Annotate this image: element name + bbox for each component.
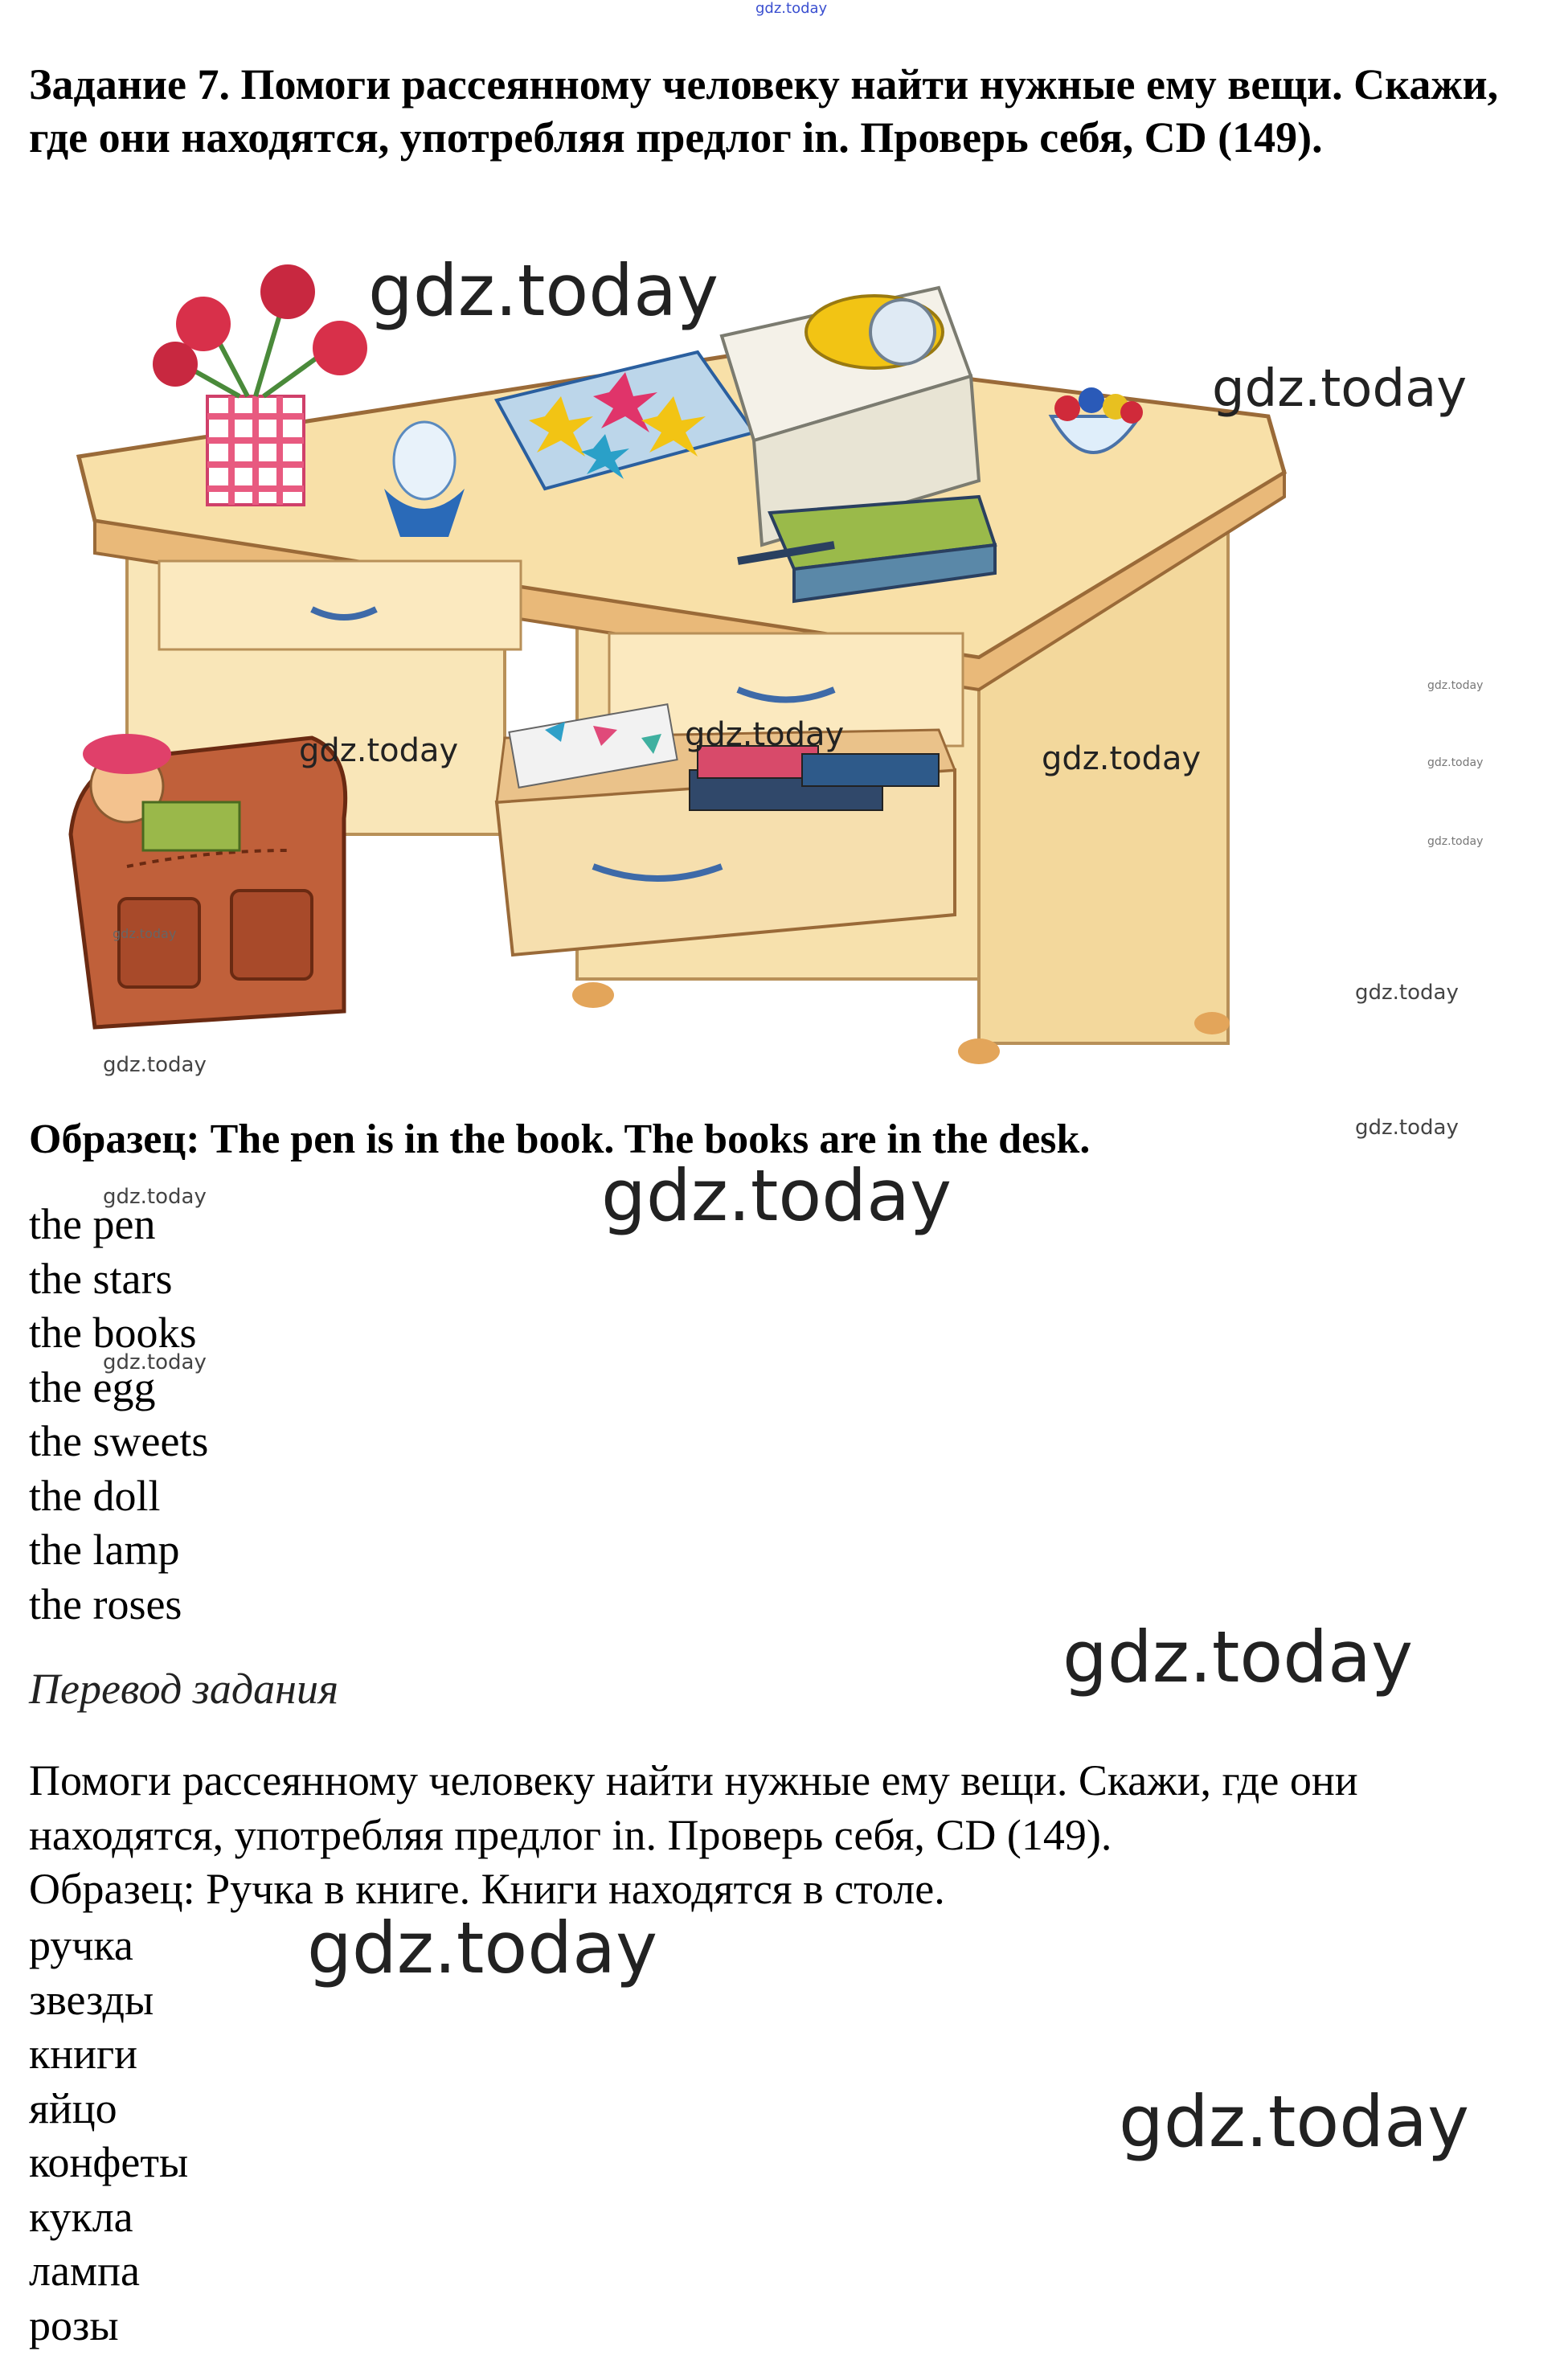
list-item: the pen: [29, 1200, 156, 1248]
sample-sentence: Образец: The pen is in the book. The books are in the desk.: [29, 1116, 1091, 1162]
watermark: gdz.today: [1427, 835, 1484, 848]
list-item: кукла: [29, 2192, 133, 2241]
task-heading: Задание 7. Помоги рассеянному человеку найти нужные ему вещи. Скажи, где они находятся, употребляя предлог in. Проверь себя, CD (149).: [29, 60, 1499, 162]
watermark: gdz.today: [103, 1185, 207, 1209]
watermark-top: gdz.today: [755, 0, 828, 17]
watermark: gdz.today: [113, 926, 177, 941]
russian-items-list: [29, 1919, 188, 2353]
list-item: звезды: [29, 1975, 154, 2024]
watermark: gdz.today: [1427, 679, 1484, 692]
watermark: gdz.today: [1212, 359, 1468, 419]
list-item: the roses: [29, 1579, 182, 1628]
list-item: the doll: [29, 1471, 161, 1520]
list-item: the stars: [29, 1254, 173, 1303]
watermark: gdz.today: [103, 1053, 207, 1077]
list-item: лампа: [29, 2247, 140, 2295]
watermark: gdz.today: [1355, 1116, 1459, 1140]
list-item: розы: [29, 2300, 119, 2349]
watermark: gdz.today: [103, 1350, 207, 1374]
watermark: gdz.today: [1355, 981, 1459, 1005]
watermark: gdz.today: [685, 716, 845, 753]
watermark: gdz.today: [1427, 756, 1484, 769]
watermark: gdz.today: [1042, 740, 1202, 777]
watermark: gdz.today: [299, 732, 459, 769]
school-bag-with-doll: [71, 734, 346, 1027]
list-item: ручка: [29, 1921, 133, 1969]
list-item: книги: [29, 2030, 138, 2078]
english-items-list: [29, 1198, 208, 1632]
watermark: gdz.today: [368, 249, 719, 332]
list-item: the egg: [29, 1362, 156, 1411]
watermark: gdz.today: [1062, 1616, 1414, 1698]
translation-title: Перевод задания: [29, 1665, 339, 1713]
translation-task: Помоги рассеянному человеку найти нужные ему вещи. Скажи, где они находятся, употребляя предлог in. Проверь себя, CD (149).: [29, 1756, 1358, 1859]
watermark: gdz.today: [307, 1907, 658, 1989]
list-item: конфеты: [29, 2138, 189, 2186]
watermark: gdz.today: [1119, 2080, 1470, 2163]
translation-text: [29, 1754, 1540, 1917]
list-item: the books: [29, 1309, 197, 1357]
watermark: gdz.today: [601, 1154, 952, 1237]
list-item: the sweets: [29, 1417, 209, 1465]
list-item: яйцо: [29, 2083, 117, 2132]
desk-illustration: [31, 249, 1300, 1077]
translation-sample: Образец: Ручка в книге. Книги находятся в столе.: [29, 1865, 945, 1913]
list-item: the lamp: [29, 1526, 180, 1574]
